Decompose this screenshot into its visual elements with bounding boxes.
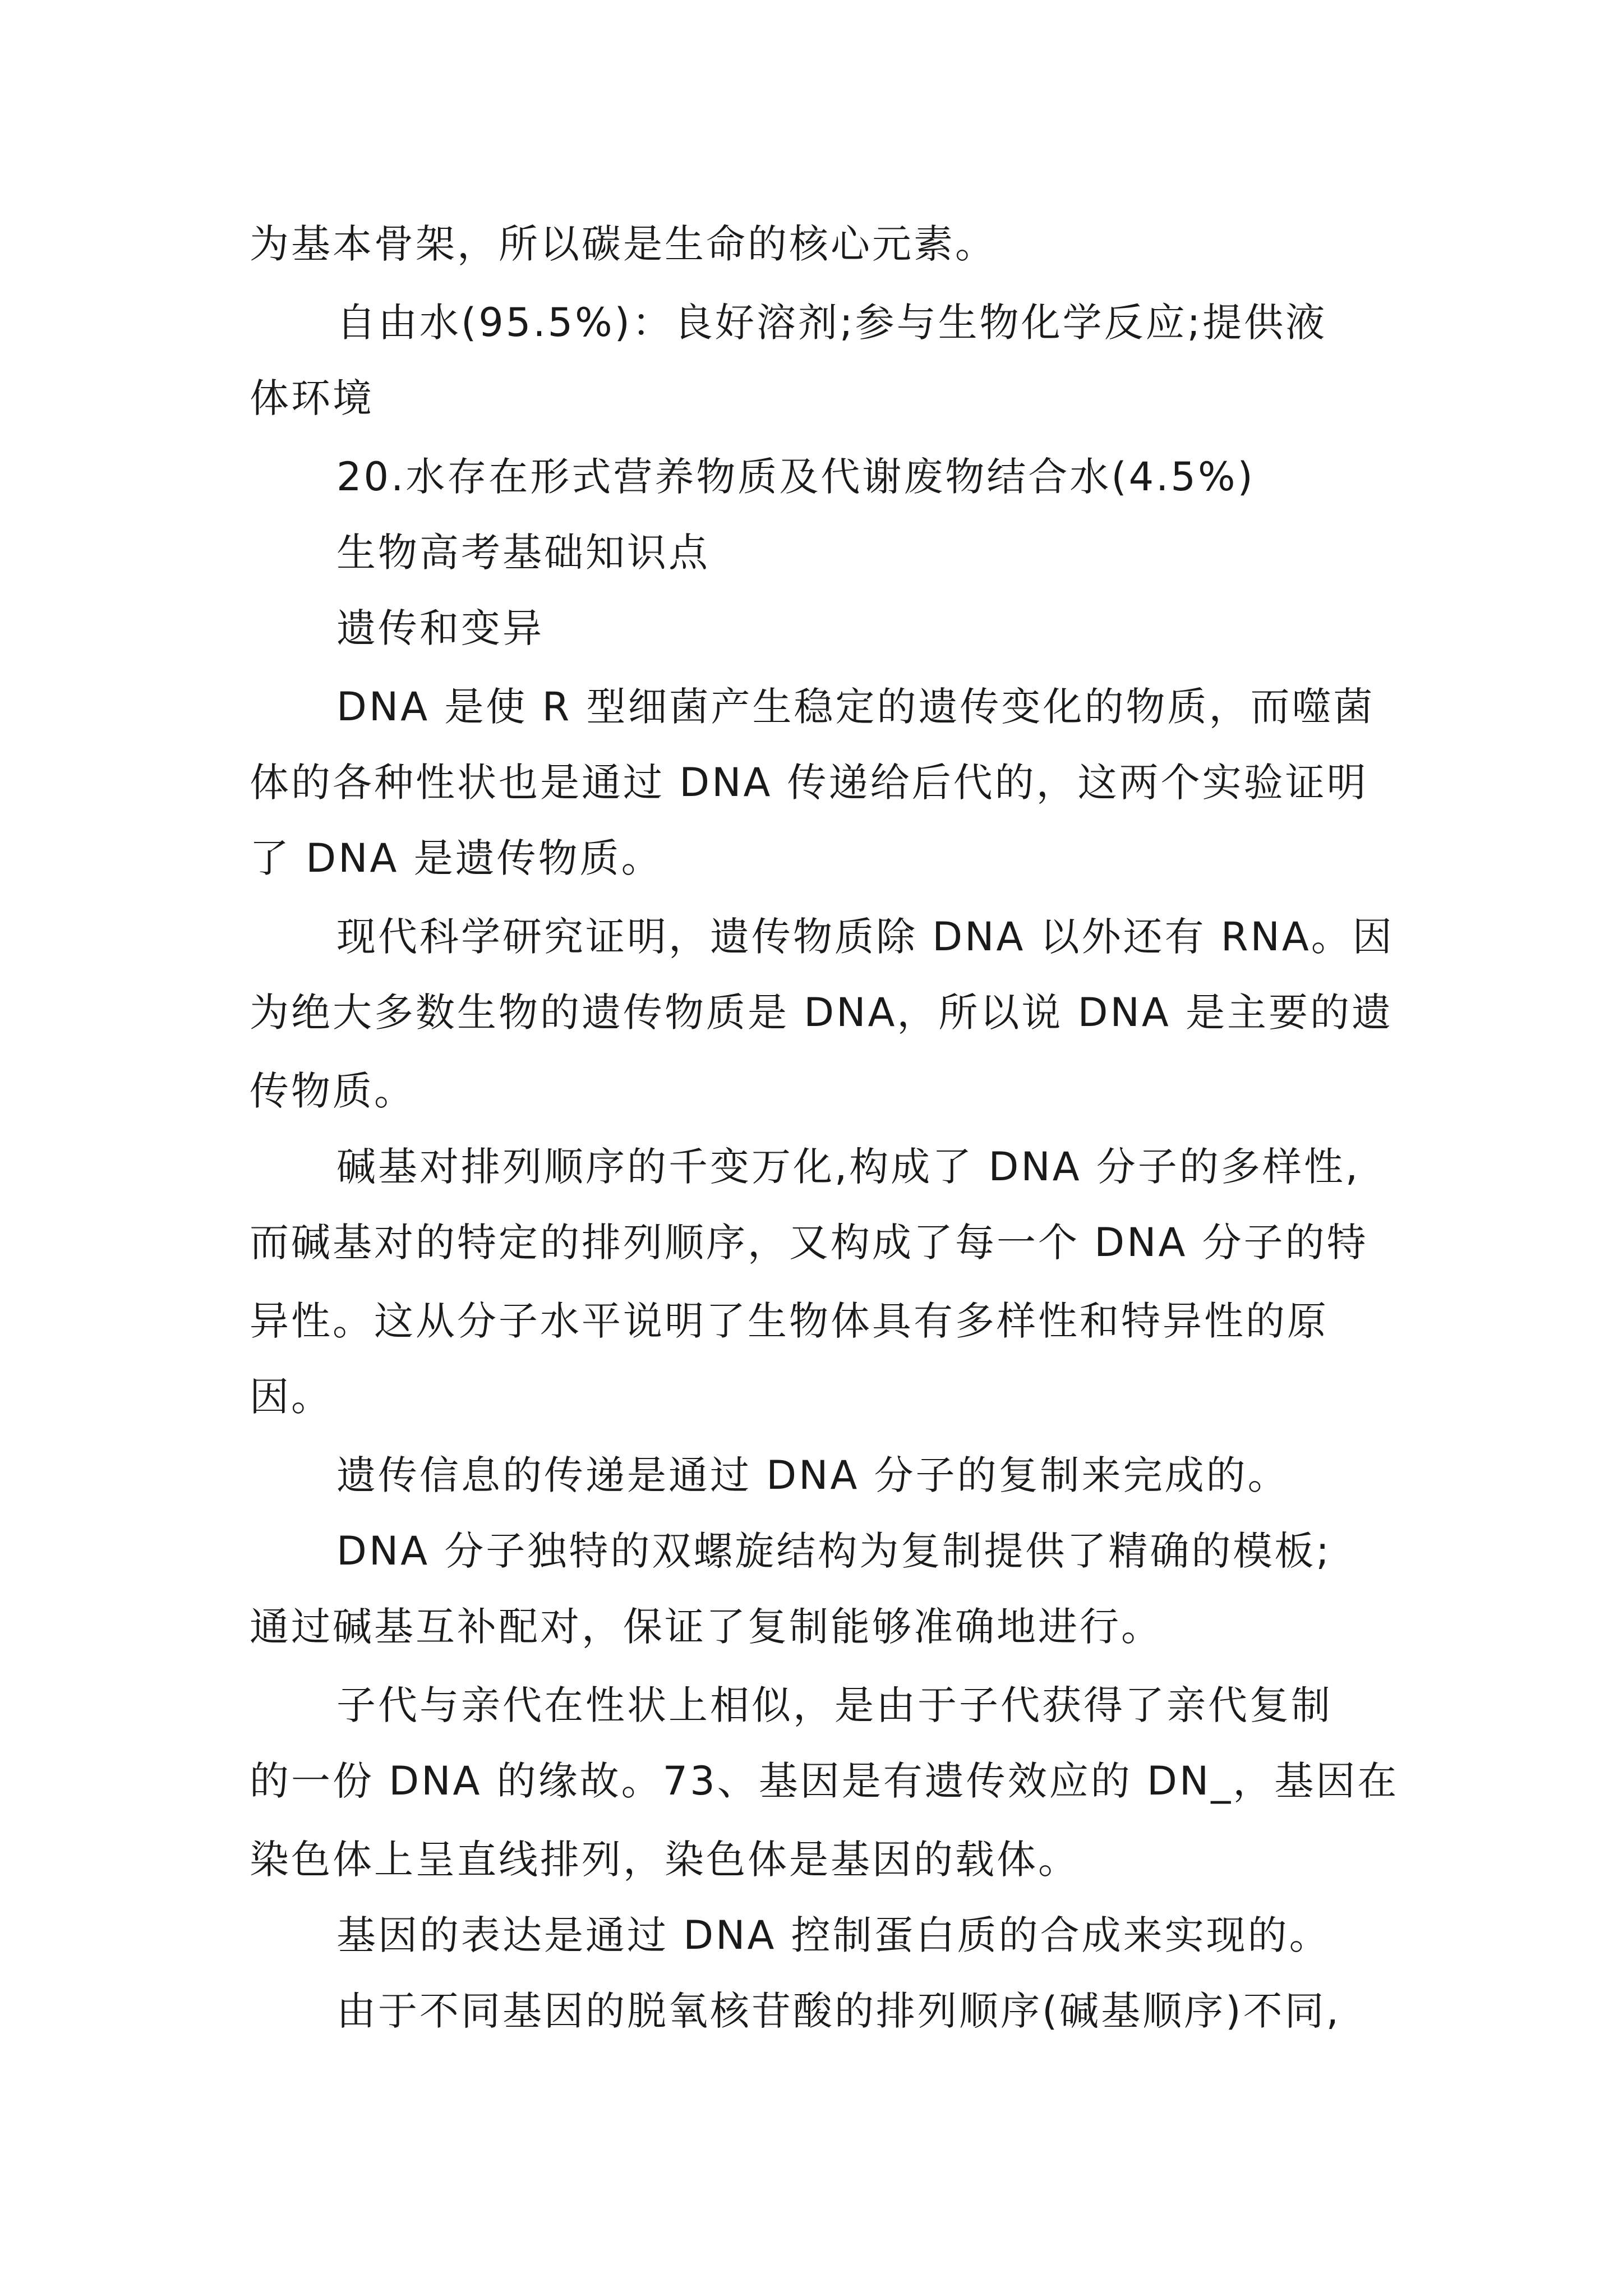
text-line: 为绝大多数生物的遗传物质是 DNA，所以说 DNA 是主要的遗 — [250, 990, 1394, 1036]
text-line: 子代与亲代在性状上相似，是由于子代获得了亲代复制 — [336, 1682, 1332, 1728]
text-line: 了 DNA 是遗传物质。 — [250, 835, 663, 881]
text-line: 现代科学研究证明，遗传物质除 DNA 以外还有 RNA。因 — [336, 914, 1394, 960]
text-line: 碱基对排列顺序的千变万化,构成了 DNA 分子的多样性, — [336, 1144, 1361, 1190]
text-line: 体环境 — [250, 375, 374, 421]
text-line: 由于不同基因的脱氧核苷酸的排列顺序(碱基顺序)不同, — [336, 1988, 1341, 2034]
text-line: 传物质。 — [250, 1068, 416, 1114]
text-line: 生物高考基础知识点 — [336, 530, 710, 576]
text-line: 基因的表达是通过 DNA 控制蛋白质的合成来实现的。 — [336, 1912, 1331, 1958]
text-line: DNA 分子独特的双螺旋结构为复制提供了精确的模板; — [336, 1528, 1331, 1574]
text-line: 体的各种性状也是通过 DNA 传递给后代的，这两个实验证明 — [250, 760, 1368, 806]
text-line: 染色体上呈直线排列，染色体是基因的载体。 — [250, 1837, 1080, 1883]
text-line: 因。 — [250, 1374, 333, 1420]
text-line: 20.水存在形式营养物质及代谢废物结合水(4.5%) — [336, 454, 1255, 500]
text-line: 自由水(95.5%)：良好溶剂;参与生物化学反应;提供液 — [336, 300, 1327, 346]
text-line: 通过碱基互补配对，保证了复制能够准确地进行。 — [250, 1604, 1163, 1650]
text-line: 而碱基对的特定的排列顺序，又构成了每一个 DNA 分子的特 — [250, 1220, 1368, 1266]
text-line: 的一份 DNA 的缘故。73、基因是有遗传效应的 DN_，基因在 — [250, 1758, 1399, 1804]
text-line: 为基本骨架，所以碳是生命的核心元素。 — [250, 221, 997, 267]
text-line: 遗传和变异 — [336, 605, 544, 651]
text-line: 遗传信息的传递是通过 DNA 分子的复制来完成的。 — [336, 1452, 1289, 1498]
text-line: 异性。这从分子水平说明了生物体具有多样性和特异性的原 — [250, 1298, 1329, 1344]
text-line: DNA 是使 R 型细菌产生稳定的遗传变化的物质，而噬菌 — [336, 684, 1375, 730]
